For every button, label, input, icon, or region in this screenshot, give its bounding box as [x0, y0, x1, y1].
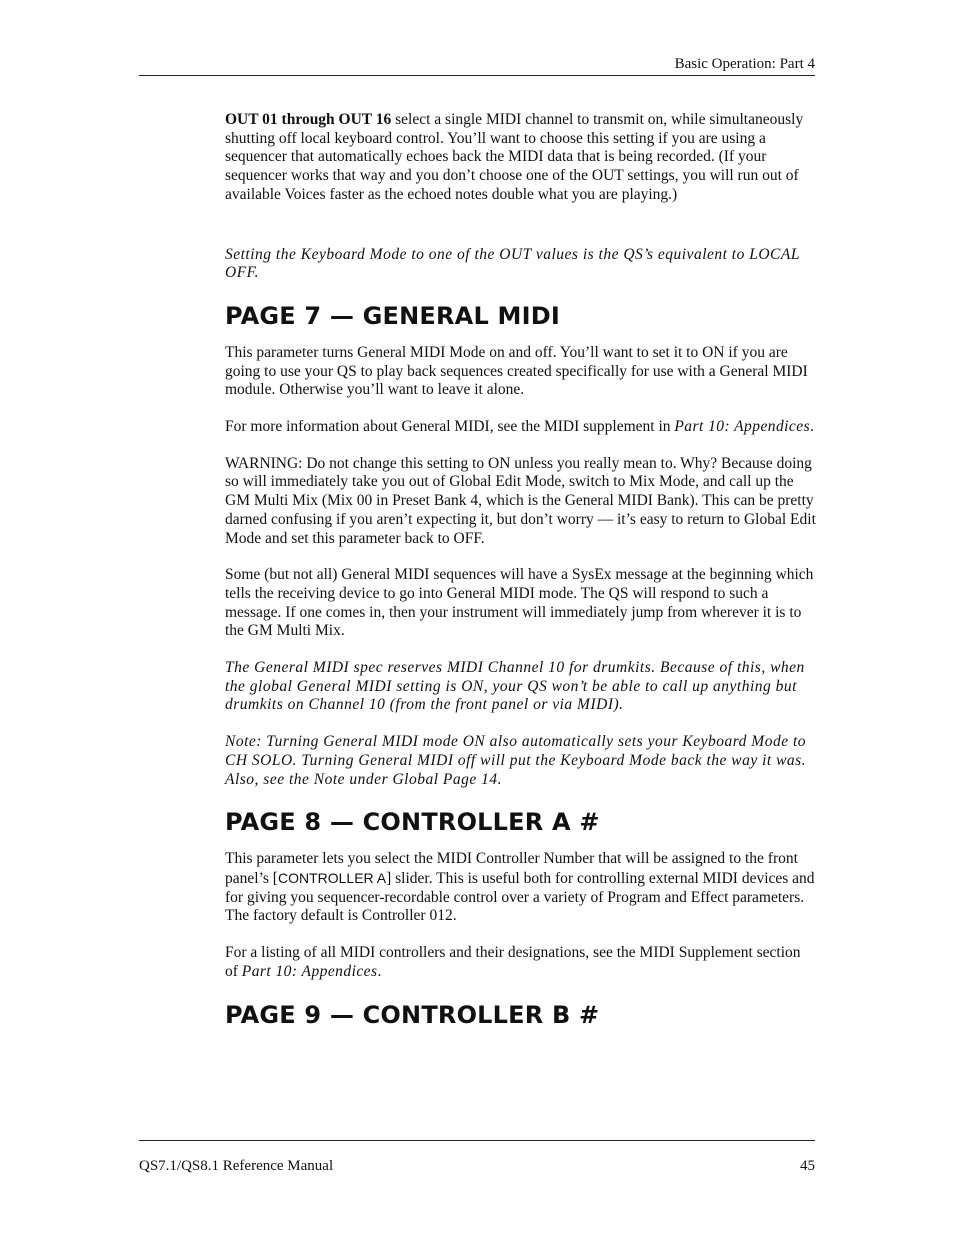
page8-paragraph-2 [225, 944, 817, 981]
page9-heading: PAGE 9 — CONTROLLER B # [225, 1000, 600, 1029]
page8-heading: PAGE 8 — CONTROLLER A # [225, 808, 600, 837]
page7-paragraph-4: Some (but not all) General MIDI sequences will have a SysEx message at the beginning which tells the receiving device to go into General MIDI mode. The QS will respond to such a message. If one comes in, then your instrument will immediately jump from wherever it is to the GM Multi Mix. [225, 566, 814, 640]
out-paragraph [225, 111, 817, 205]
page7-p2-text: For more information about General MIDI, see the MIDI supplement in [225, 418, 675, 436]
local-off-note: Setting the Keyboard Mode to one of the OUT values is the QS’s equivalent to LOCAL OFF. [225, 245, 800, 282]
page7-note-2: Note: Turning General MIDI mode ON also automatically sets your Keyboard Mode to CH SOLO. Turning General MIDI off will put the Keyboard Mode back the way it was. Also, see the Note under Global Page 14. [225, 733, 807, 788]
header-rule [139, 75, 815, 76]
page8-p2-ref: Part 10: Appendices [241, 962, 378, 980]
page7-p2-end: . [810, 418, 814, 436]
running-header: Basic Operation: Part 4 [674, 56, 815, 72]
controller-a-button-label: CONTROLLER A [277, 869, 387, 886]
page8-p1-b: ] slider. This is useful both for controlling external MIDI devices and for giving you sequencer-recordable control over a variety of Program and Effect parameters. The factory default is Controller 012. [225, 869, 815, 925]
page8-p2-text: For a listing of all MIDI controllers and their designations, see the MIDI Supplement section of [225, 944, 801, 980]
page7-note-1: The General MIDI spec reserves MIDI Channel 10 for drumkits. Because of this, when the global General MIDI setting is ON, your QS won’t be able to call up anything but drumkits on Channel 10 (from the front panel or via MIDI). [225, 659, 805, 714]
page8-p1-a: This parameter lets you select the MIDI Controller Number that will be assigned to the front panel’s [ [225, 850, 798, 887]
page7-p2-ref: Part 10: Appendices [674, 418, 811, 436]
footer-rule [139, 1140, 815, 1141]
page7-warning: WARNING: Do not change this setting to ON unless you really mean to. Why? Because doing so will immediately take you out of Global Edit Mode, switch to Mix Mode, and call up the GM Multi Mix (Mix 00 in Preset Bank 4, which is the General MIDI Bank). This can be pretty darned confusing if you aren’t expecting it, but don’t worry — it’s easy to return to Global Edit Mode and set this parameter back to OFF. [225, 454, 816, 547]
footer-manual-title: QS7.1/QS8.1 Reference Manual [139, 1158, 334, 1174]
page7-paragraph-2 [225, 418, 817, 437]
out-text: select a single MIDI channel to transmit on, while simultaneously shutting off local keyboard control. You’ll want to choose this setting if you are using a sequencer that automatically echoes back the MIDI data that is being recorded. (If your sequencer works that way and you don’t choose one of the OUT settings, you will run out of available Voices faster as the echoed notes double what you are playing.) [225, 111, 804, 203]
page8-paragraph-1 [225, 850, 817, 926]
page8-p2-end: . [377, 962, 382, 980]
page7-heading: PAGE 7 — GENERAL MIDI [225, 301, 560, 330]
page-content [225, 111, 817, 1029]
footer-page-number: 45 [800, 1158, 815, 1174]
out-lead: OUT 01 through OUT 16 [225, 111, 392, 128]
page7-paragraph-1: This parameter turns General MIDI Mode on and off. You’ll want to set it to ON if you are going to use your QS to play back sequences created specifically for use with a General MIDI module. Otherwise you’ll want to leave it alone. [225, 343, 808, 399]
